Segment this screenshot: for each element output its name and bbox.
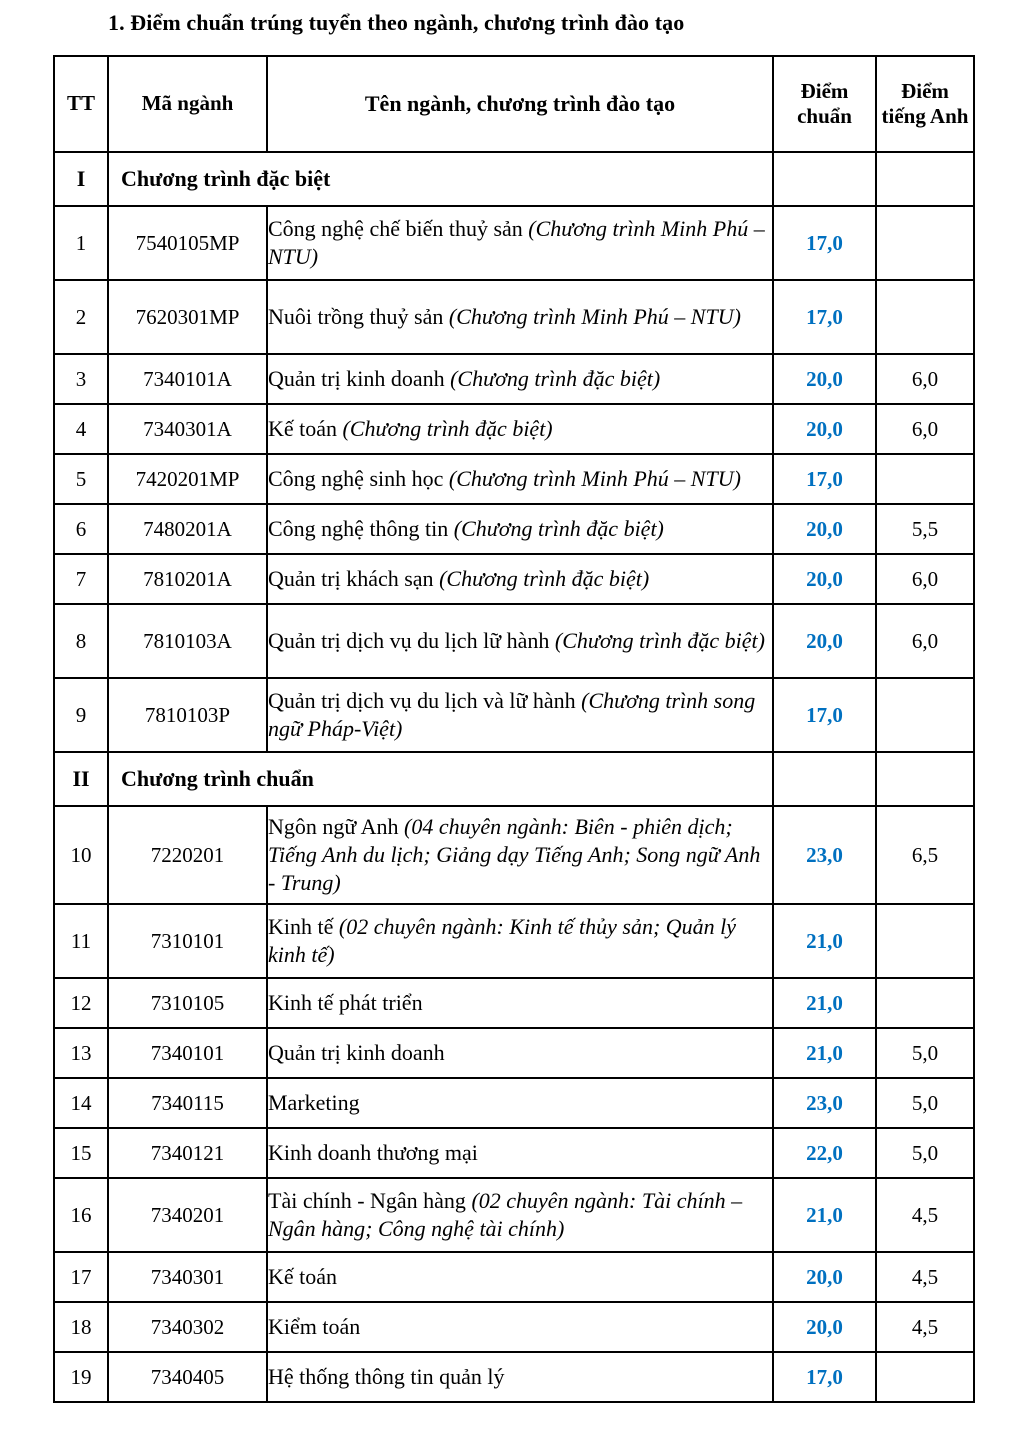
- program-note: (Chương trình Minh Phú – NTU): [268, 215, 765, 269]
- cell-ten-nganh: [267, 806, 773, 904]
- table-row: [54, 978, 974, 1028]
- cell-tt: 15: [54, 1128, 108, 1178]
- program-name: Tài chính - Ngân hàng: [268, 1187, 472, 1213]
- program-name: Công nghệ chế biến thuỷ sản: [268, 215, 529, 241]
- cell-tt: 18: [54, 1302, 108, 1352]
- cell-diem-tieng-anh: 5,5: [876, 504, 974, 554]
- program-note: (02 chuyên ngành: Tài chính – Ngân hàng; Công nghệ tài chính): [268, 1187, 743, 1241]
- cell-diem-chuan: 23,0: [773, 1078, 876, 1128]
- cell-ma-nganh: 7340101: [108, 1028, 267, 1078]
- cell-diem-tieng-anh: 4,5: [876, 1252, 974, 1302]
- cell-ma-nganh: 7810103A: [108, 604, 267, 678]
- section-numeral: II: [54, 752, 108, 806]
- table-row: [54, 504, 974, 554]
- cell-ten-nganh: [267, 678, 773, 752]
- program-note: (Chương trình Minh Phú – NTU): [448, 303, 741, 329]
- program-note: (Chương trình đặc biệt): [453, 515, 664, 541]
- program-note: (04 chuyên ngành: Biên - phiên dịch; Tiếng Anh du lịch; Giảng dạy Tiếng Anh; Song ngữ Anh - Trung): [268, 813, 761, 896]
- cell-diem-chuan: 21,0: [773, 904, 876, 978]
- table-row: [54, 404, 974, 454]
- cell-tt: 3: [54, 354, 108, 404]
- cell-diem-chuan: 20,0: [773, 604, 876, 678]
- cell-tt: 16: [54, 1178, 108, 1252]
- program-name: Công nghệ sinh học: [268, 465, 449, 491]
- cell-diem-tieng-anh: 4,5: [876, 1178, 974, 1252]
- section-label: Chương trình chuẩn: [108, 752, 773, 806]
- cell-diem-chuan: 17,0: [773, 206, 876, 280]
- cell-diem-chuan: 17,0: [773, 280, 876, 354]
- program-name: Nuôi trồng thuỷ sản: [268, 303, 449, 329]
- cell-diem-tieng-anh: 6,0: [876, 404, 974, 454]
- cell-tt: 9: [54, 678, 108, 752]
- table-row: [54, 1178, 974, 1252]
- cell-ten-nganh: [267, 206, 773, 280]
- cell-ten-nganh: [267, 904, 773, 978]
- section-header-row: [54, 152, 974, 206]
- cell-ten-nganh: [267, 1302, 773, 1352]
- cell-diem-tieng-anh: [876, 206, 974, 280]
- cell-ma-nganh: 7340405: [108, 1352, 267, 1402]
- cell-diem-chuan: 23,0: [773, 806, 876, 904]
- program-name: Marketing: [268, 1089, 360, 1115]
- cell-diem-tieng-anh: 4,5: [876, 1302, 974, 1352]
- table-row: [54, 806, 974, 904]
- cell-tt: 5: [54, 454, 108, 504]
- table-row: [54, 354, 974, 404]
- cell-ten-nganh: [267, 1178, 773, 1252]
- cell-diem-tieng-anh: 5,0: [876, 1128, 974, 1178]
- section-score-cell: [773, 752, 876, 806]
- table-body: [54, 152, 974, 1402]
- program-note: (02 chuyên ngành: Kinh tế thủy sản; Quản lý kinh tế): [268, 913, 737, 967]
- cell-ten-nganh: [267, 1078, 773, 1128]
- table-row: [54, 206, 974, 280]
- cell-diem-chuan: 21,0: [773, 978, 876, 1028]
- cell-tt: 8: [54, 604, 108, 678]
- table-row: [54, 604, 974, 678]
- section-label: Chương trình đặc biệt: [108, 152, 773, 206]
- cell-tt: 12: [54, 978, 108, 1028]
- cell-tt: 4: [54, 404, 108, 454]
- column-header-diem-tieng-anh: Điểm tiếng Anh: [876, 56, 974, 152]
- cell-tt: 10: [54, 806, 108, 904]
- cell-ten-nganh: [267, 404, 773, 454]
- table-header: [54, 56, 974, 152]
- cell-ten-nganh: [267, 354, 773, 404]
- cell-ma-nganh: 7480201A: [108, 504, 267, 554]
- cell-diem-chuan: 20,0: [773, 1302, 876, 1352]
- cell-ma-nganh: 7310101: [108, 904, 267, 978]
- cell-diem-tieng-anh: [876, 454, 974, 504]
- cell-diem-chuan: 17,0: [773, 1352, 876, 1402]
- cell-diem-tieng-anh: [876, 280, 974, 354]
- column-header-tt: TT: [54, 56, 108, 152]
- cell-diem-chuan: 20,0: [773, 354, 876, 404]
- cell-tt: 7: [54, 554, 108, 604]
- cell-ma-nganh: 7340301A: [108, 404, 267, 454]
- section-header-row: [54, 752, 974, 806]
- program-name: Quản trị dịch vụ du lịch lữ hành: [268, 627, 555, 653]
- table-row: [54, 280, 974, 354]
- program-note: (Chương trình song ngữ Pháp-Việt): [268, 687, 756, 741]
- table-header-row: [54, 56, 974, 152]
- cell-ma-nganh: 7340101A: [108, 354, 267, 404]
- cell-ten-nganh: [267, 454, 773, 504]
- cell-ten-nganh: [267, 504, 773, 554]
- cell-ma-nganh: 7420201MP: [108, 454, 267, 504]
- cell-diem-tieng-anh: 6,5: [876, 806, 974, 904]
- table-row: [54, 454, 974, 504]
- cell-tt: 6: [54, 504, 108, 554]
- cell-ma-nganh: 7620301MP: [108, 280, 267, 354]
- cell-ten-nganh: [267, 554, 773, 604]
- admission-scores-table: [53, 55, 975, 1403]
- program-name: Công nghệ thông tin: [268, 515, 454, 541]
- cell-diem-tieng-anh: 5,0: [876, 1028, 974, 1078]
- table-row: [54, 1078, 974, 1128]
- cell-ma-nganh: 7540105MP: [108, 206, 267, 280]
- column-header-ten-nganh: Tên ngành, chương trình đào tạo: [267, 56, 773, 152]
- table-row: [54, 1302, 974, 1352]
- cell-ten-nganh: [267, 280, 773, 354]
- cell-ma-nganh: 7810103P: [108, 678, 267, 752]
- program-name: Kiểm toán: [268, 1313, 361, 1339]
- cell-diem-tieng-anh: 6,0: [876, 554, 974, 604]
- table-row: [54, 1128, 974, 1178]
- section-numeral: I: [54, 152, 108, 206]
- cell-diem-tieng-anh: [876, 1352, 974, 1402]
- cell-tt: 11: [54, 904, 108, 978]
- cell-ten-nganh: [267, 1352, 773, 1402]
- cell-diem-tieng-anh: 6,0: [876, 354, 974, 404]
- cell-diem-chuan: 22,0: [773, 1128, 876, 1178]
- section-english-cell: [876, 752, 974, 806]
- cell-diem-tieng-anh: [876, 978, 974, 1028]
- program-name: Kế toán: [268, 1263, 338, 1289]
- cell-diem-chuan: 21,0: [773, 1028, 876, 1078]
- program-name: Quản trị dịch vụ du lịch và lữ hành: [268, 687, 582, 713]
- cell-diem-chuan: 17,0: [773, 678, 876, 752]
- cell-diem-chuan: 21,0: [773, 1178, 876, 1252]
- program-note: (Chương trình Minh Phú – NTU): [448, 465, 741, 491]
- cell-tt: 19: [54, 1352, 108, 1402]
- cell-tt: 13: [54, 1028, 108, 1078]
- cell-ma-nganh: 7340201: [108, 1178, 267, 1252]
- cell-tt: 17: [54, 1252, 108, 1302]
- cell-diem-tieng-anh: [876, 904, 974, 978]
- page-title: 1. Điểm chuẩn trúng tuyển theo ngành, chương trình đào tạo: [108, 10, 685, 35]
- program-name: Ngôn ngữ Anh: [268, 813, 404, 839]
- cell-diem-tieng-anh: 6,0: [876, 604, 974, 678]
- program-name: Kế toán: [268, 415, 343, 441]
- table-row: [54, 1252, 974, 1302]
- cell-ten-nganh: [267, 1252, 773, 1302]
- program-note: (Chương trình đặc biệt): [439, 565, 650, 591]
- program-name: Quản trị kinh doanh: [268, 1039, 445, 1065]
- cell-diem-chuan: 20,0: [773, 404, 876, 454]
- cell-ten-nganh: [267, 1128, 773, 1178]
- column-header-diem-chuan: Điểm chuẩn: [773, 56, 876, 152]
- cell-diem-chuan: 20,0: [773, 504, 876, 554]
- cell-ten-nganh: [267, 978, 773, 1028]
- program-name: Quản trị khách sạn: [268, 565, 440, 591]
- cell-ma-nganh: 7340121: [108, 1128, 267, 1178]
- cell-tt: 2: [54, 280, 108, 354]
- program-name: Hệ thống thông tin quản lý: [268, 1363, 505, 1389]
- cell-ma-nganh: 7340115: [108, 1078, 267, 1128]
- table-row: [54, 678, 974, 752]
- program-note: (Chương trình đặc biệt): [554, 627, 765, 653]
- table-row: [54, 554, 974, 604]
- cell-diem-chuan: 17,0: [773, 454, 876, 504]
- cell-ten-nganh: [267, 1028, 773, 1078]
- table-row: [54, 1028, 974, 1078]
- program-name: Kinh doanh thương mại: [268, 1139, 478, 1165]
- program-name: Quản trị kinh doanh: [268, 365, 451, 391]
- cell-diem-chuan: 20,0: [773, 1252, 876, 1302]
- cell-diem-tieng-anh: 5,0: [876, 1078, 974, 1128]
- cell-ma-nganh: 7310105: [108, 978, 267, 1028]
- section-score-cell: [773, 152, 876, 206]
- cell-tt: 1: [54, 206, 108, 280]
- cell-diem-tieng-anh: [876, 678, 974, 752]
- program-note: (Chương trình đặc biệt): [342, 415, 553, 441]
- program-name: Kinh tế phát triển: [268, 989, 423, 1015]
- cell-ma-nganh: 7340301: [108, 1252, 267, 1302]
- section-english-cell: [876, 152, 974, 206]
- program-name: Kinh tế: [268, 913, 339, 939]
- cell-tt: 14: [54, 1078, 108, 1128]
- table-row: [54, 904, 974, 978]
- table-row: [54, 1352, 974, 1402]
- cell-diem-chuan: 20,0: [773, 554, 876, 604]
- cell-ma-nganh: 7220201: [108, 806, 267, 904]
- column-header-ma-nganh: Mã ngành: [108, 56, 267, 152]
- cell-ten-nganh: [267, 604, 773, 678]
- cell-ma-nganh: 7810201A: [108, 554, 267, 604]
- cell-ma-nganh: 7340302: [108, 1302, 267, 1352]
- program-note: (Chương trình đặc biệt): [450, 365, 661, 391]
